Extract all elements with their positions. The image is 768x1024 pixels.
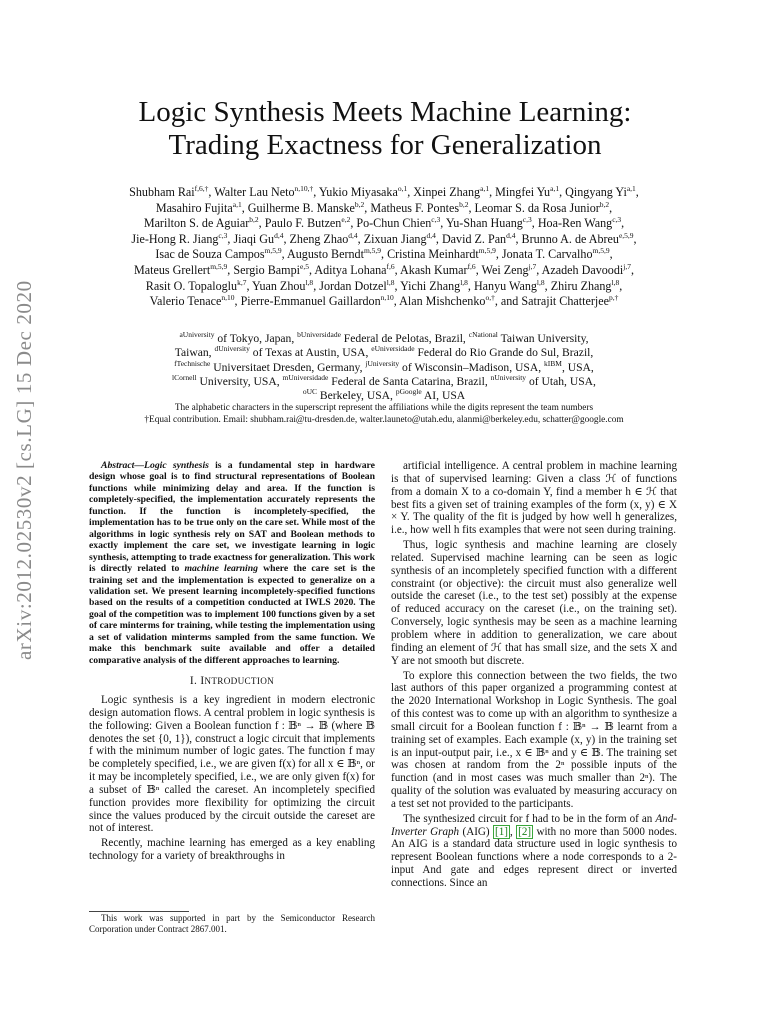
emphasis: And-Inverter Graph: [391, 812, 677, 838]
author-line: Shubham Rai$^{f,6,\dagger}$, Walter Lau Neto$^{n,10,\dagger}$, Yukio Miyasaka$^{o,1}$, Xinpei Zhang$^{a,1}$, Mingfei Yu$^{a,1}$, Qingyang Yi$^{a,1}$,: [129, 183, 639, 199]
text: The synthesized circuit for f had to be in the form of an: [403, 812, 656, 825]
title-line: Logic Synthesis Meets Machine Learning:: [138, 96, 632, 128]
affiliation-line: $^{lCornell}$ University, USA, $^{mUniversidade}$ Federal de Santa Catarina, Brazil, $^{nUniversity}$ of Utah, USA,: [172, 373, 596, 388]
affiliation-line: $^{fTechnische}$ Universitaet Dresden, Germany, $^{jUniversity}$ of Wisconsin–Madison, USA, $^{kIBM}$, USA,: [174, 358, 594, 374]
footnote: This work was supported in part by the Semiconductor Research Corporation under Contract 2867.001.: [89, 913, 375, 934]
abstract-emphasis: machine learning: [184, 563, 258, 575]
section-heading-introduction: [89, 675, 375, 688]
affiliations: [84, 332, 684, 427]
section-number: I.: [189, 675, 198, 688]
left-column: [89, 460, 375, 865]
equal-contribution-note: †Equal contribution. Email: shubham.rai@tu-dresden.de, walter.launeto@utah.edu, alanmi@berkeley.edu, schatter@google.com: [144, 415, 624, 426]
paragraph: artificial intelligence. A central problem in machine learning is that of supervised learning: Given a class ℋ of functions from a domain X to a co-domain Y, find a member h ∈ ℋ that best fits a given set of training examples of the form (x, y) ∈ X × Y. The quality of the fit is judged by how well h generalizes, i.e., how well h fits examples that were not seen during training.: [391, 460, 677, 537]
author-line: Jie-Hong R. Jiang$^{c,3}$, Jiaqi Gu$^{d,4}$, Zheng Zhao$^{d,4}$, Zixuan Jiang$^{d,4}$, David Z. Pan$^{d,4}$, Brunno A. de Abreu$^{e,5,9}$,: [131, 230, 637, 246]
abstract-text-2: where the care set is the training set and the implementation is expected to generalize on a validation set. We present learning incompletely-specified functions based on the results of a competition conducted at IWLS 2020. The goal of the competition was to implement 100 functions given by a set of care minterms for training, while testing the implementation using a set of validation minterms sampled from the same function. We make this benchmark suite available and offer a detailed comparative analysis of the different approaches to learning.: [89, 563, 375, 666]
author-line: Masahiro Fujita$^{a,1}$, Guilherme B. Manske$^{b,2}$, Matheus F. Pontes$^{b,2}$, Leomar S. da Rosa Junior$^{b,2}$,: [155, 199, 613, 215]
author-line: Rasit O. Topaloglu$^{k,7}$, Yuan Zhou$^{l,8}$, Jordan Dotzel$^{l,8}$, Yichi Zhang$^{l,8}$, Hanyu Wang$^{l,8}$, Zhiru Zhang$^{l,8}$,: [145, 277, 623, 293]
arxiv-identifier: arXiv:2012.02530v2 [cs.LG] 15 Dec 2020: [12, 280, 36, 660]
text: with no more than 5000 nodes. An AIG is a standard data structure used in logic synthesis to represent Boolean functions where a node corresponds to a 2-input And gate and edges represent direct or inverted connections. Since an: [391, 825, 677, 889]
author-list: [84, 185, 684, 310]
paragraph: Thus, logic synthesis and machine learning are closely related. Supervised machine learning can be seen as logic synthesis of an incompletely specified function with a different constraint (or objective): the circuit must also generalize well outside the careset (i.e., to the test set) possibly at the expense of reduced accuracy on the careset (i.e., on the training set). Conversely, logic synthesis may be seen as a machine learning problem where in addition to generalization, we care about finding an element of ℋ that has small size, and the sets X and Y are not smooth but discrete.: [391, 539, 677, 667]
affiliation-line: Taiwan, $^{dUniversity}$ of Texas at Austin, USA, $^{eUniversidade}$ Federal do Rio Grande do Sul, Brazil,: [174, 344, 594, 360]
paragraph: Logic synthesis is a key ingredient in modern electronic design automation flows. A central problem in logic synthesis is the following: Given a Boolean function f : 𝔹ⁿ → 𝔹 (where 𝔹 denotes the set {0, 1}), construct a logic circuit that implements f with the minimum number of logic gates. The function f may be completely specified, i.e., we are given f(x) for all x ∈ 𝔹ⁿ, or it may be incompletely specified, i.e., we are only given f(x) for a subset of 𝔹ⁿ called the careset. An incompletely specified function provides more flexibility for optimizing the circuit since the values produced by the circuit outside the careset are not of interest.: [89, 694, 375, 835]
author-line: Mateus Grellert$^{m,5,9}$, Sergio Bampi$^{e,5}$, Aditya Lohana$^{f,6}$, Akash Kumar$^{f,6}$, Wei Zeng$^{j,7}$, Azadeh Davoodi$^{j,7}$,: [133, 261, 635, 277]
paper-title: [80, 96, 690, 162]
paragraph: Recently, machine learning has emerged as a key enabling technology for a variety of breakthroughs in: [89, 837, 375, 863]
author-line: Isac de Souza Campos$^{m,5,9}$, Augusto Berndt$^{m,5,9}$, Cristina Meinhardt$^{m,5,9}$, Jonata T. Carvalho$^{m,5,9}$,: [155, 246, 613, 262]
abstract: [89, 460, 375, 666]
text: (AIG): [459, 825, 494, 838]
paragraph-aig: The synthesized circuit for f had to be in the form of an And-Inverter Graph (AIG) [1] , [2] with no more than 5000 nodes. An AIG is a standard data structure used in logic synthesis to represent Boolean functions where a node corresponds to a 2-input And gate and edges represent direct or inverted connections. Since an: [391, 812, 677, 889]
affiliation-line: $^{oUC}$ Berkeley, USA, $^{pGoogle}$ AI, USA: [302, 387, 466, 403]
paragraph: To explore this connection between the two fields, the two last authors of this paper organized a programming contest at the 2020 International Workshop in Logic Synthesis. The goal of this contest was to come up with an algorithm to synthesize a small circuit for a Boolean function f : 𝔹ⁿ → 𝔹 learnt from a training set of examples. Each example (x, y) in the training set is an input-output pair, i.e., x ∈ 𝔹ⁿ and y ∈ 𝔹. The training set was chosen at random from the 2ⁿ possible inputs of the function (and in most cases was much smaller than 2ⁿ). The quality of the solution was evaluated by measuring accuracy on a test set not provided to the participants.: [391, 669, 677, 810]
citation-link[interactable]: [1]: [495, 825, 508, 838]
author-line: Valerio Tenace$^{n,10}$, Pierre-Emmanuel Gaillardon$^{n,10}$, Alan Mishchenko$^{o,\dagger}$, and Satrajit Chatterjee$^{p,\dagger}$: [149, 293, 619, 309]
superscript-note: The alphabetic characters in the superscript represent the affiliations while the digits represent the team numbers: [174, 403, 594, 414]
footnote-rule: [89, 911, 189, 912]
citation-link[interactable]: [2]: [518, 825, 532, 838]
affiliation-line: $^{aUniversity}$ of Tokyo, Japan, $^{bUniversidade}$ Federal de Pelotas, Brazil, $^{cNational}$ Taiwan University,: [179, 330, 589, 345]
abstract-text: is a fundamental step in hardware design whose goal is to find structural representations of Boolean functions while minimizing delay and area. If the function is completely-specified, the implementation accurately represents the function. If the function is incompletely-specified, the implementation has to be true only on the care set. While most of the algorithms in logic synthesis rely on SAT and Boolean methods to exactly implement the care set, we investigate learning in logic synthesis, attempting to trade exactness for generalization. This work is directly related to: [89, 460, 375, 575]
section-title-rest: NTRODUCTION: [204, 676, 275, 687]
author-line: Marilton S. de Aguiar$^{b,2}$, Paulo F. Butzen$^{e,2}$, Po-Chun Chien$^{c,3}$, Yu-Shan Huang$^{c,3}$, Hoa-Ren Wang$^{c,3}$,: [143, 215, 625, 231]
right-column: [391, 460, 677, 892]
title-line: Trading Exactness for Generalization: [168, 129, 602, 161]
section-title-initial: I: [200, 675, 205, 688]
abstract-label: Abstract—Logic synthesis: [101, 460, 209, 471]
